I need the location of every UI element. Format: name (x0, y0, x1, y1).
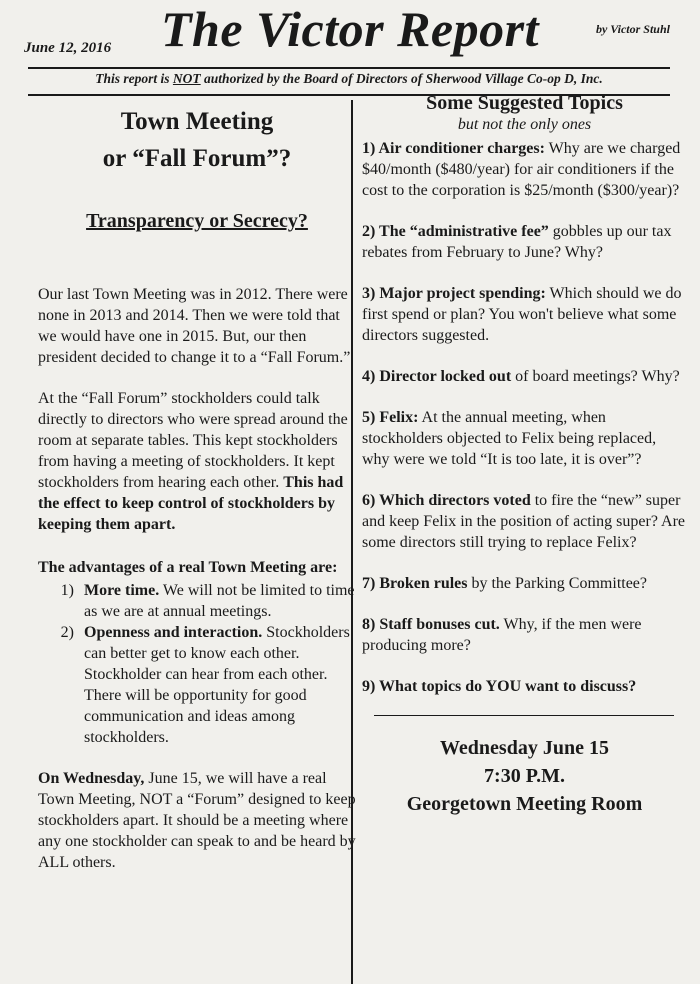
event-day: Wednesday June 15 (440, 737, 609, 759)
byline: by Victor Stuhl (595, 22, 670, 36)
left-column (38, 103, 356, 873)
topic-item: 2) The “administrative fee” gobbles up our tax rebates from February to June? Why? (362, 223, 672, 261)
topic-item: 4) Director locked out of board meetings? Why? (362, 368, 680, 385)
topic-item: 3) Major project spending: Which should we do first spend or plan? You won't believe what some directors suggested. (362, 285, 682, 344)
paragraph-history: Our last Town Meeting was in 2012. There were none in 2013 and 2014. Then we were told that we would have one in 2015. But, our then president decided to change it to a “Fall Forum.” (38, 286, 351, 366)
paragraph-fall-forum: At the “Fall Forum” stockholders could talk directly to directors who were spread around the room at separate tables. This kept stockholders from having a meeting of stockholders. It kept stockholders from hearing each other. This had the effect to keep control of stockholders by keeping them apart. (38, 390, 348, 533)
newsletter-title: The Victor Report (161, 1, 539, 57)
list-item: 1) More time. We will not be limited to time as we are at annual meetings. (60, 582, 355, 620)
right-column (362, 90, 687, 818)
topic-item: 6) Which directors voted to fire the “new” super and keep Felix in the position of acting super? Are some directors still trying to replace Felix? (362, 492, 686, 551)
event-details (362, 734, 687, 818)
disclaimer-notice: This report is NOT authorized by the Board of Directors of Sherwood Village Co-op D, Inc. (95, 71, 603, 86)
event-time: 7:30 P.M. (484, 765, 565, 787)
masthead-rule-top (28, 67, 670, 69)
topics-subtitle: but not the only ones (457, 116, 592, 133)
advantages-heading: The advantages of a real Town Meeting are: (38, 559, 338, 576)
topic-item: 7) Broken rules by the Parking Committee? (362, 575, 648, 592)
disclaimer-not: NOT (172, 71, 201, 86)
topics-end-rule (374, 715, 674, 716)
list-item: 2) Openness and interaction. Stockholders can better get to know each other. Stockholder can hear from each other. There will be opportunity for good communication and ideas among stockholders. (60, 624, 350, 746)
topic-item: 1) Air conditioner charges: Why are we charged $40/month ($480/year) for air conditioners if the cost to the corporation is $25/month ($300/year)? (362, 140, 681, 199)
issue-date: June 12, 2016 (24, 40, 112, 56)
topic-item: 8) Staff bonuses cut. Why, if the men were producing more? (362, 616, 642, 654)
advantages-list (38, 580, 356, 748)
article-headline: Town Meeting or “Fall Forum”? (102, 108, 292, 172)
article-subhead: Transparency or Secrecy? (86, 210, 308, 232)
topic-item: 5) Felix: At the annual meeting, when stockholders objected to Felix being replaced, why were we told “It is too late, it is over”? (362, 409, 657, 468)
topic-item: 9) What topics do YOU want to discuss? (362, 678, 637, 695)
topics-title: Some Suggested Topics (426, 92, 623, 114)
paragraph-announcement: On Wednesday, June 15, we will have a real Town Meeting, NOT a “Forum” designed to keep stockholders apart. It should be a meeting where any one stockholder can speak to and be heard by ALL others. (38, 770, 356, 871)
event-place: Georgetown Meeting Room (406, 793, 643, 815)
masthead (0, 0, 700, 100)
